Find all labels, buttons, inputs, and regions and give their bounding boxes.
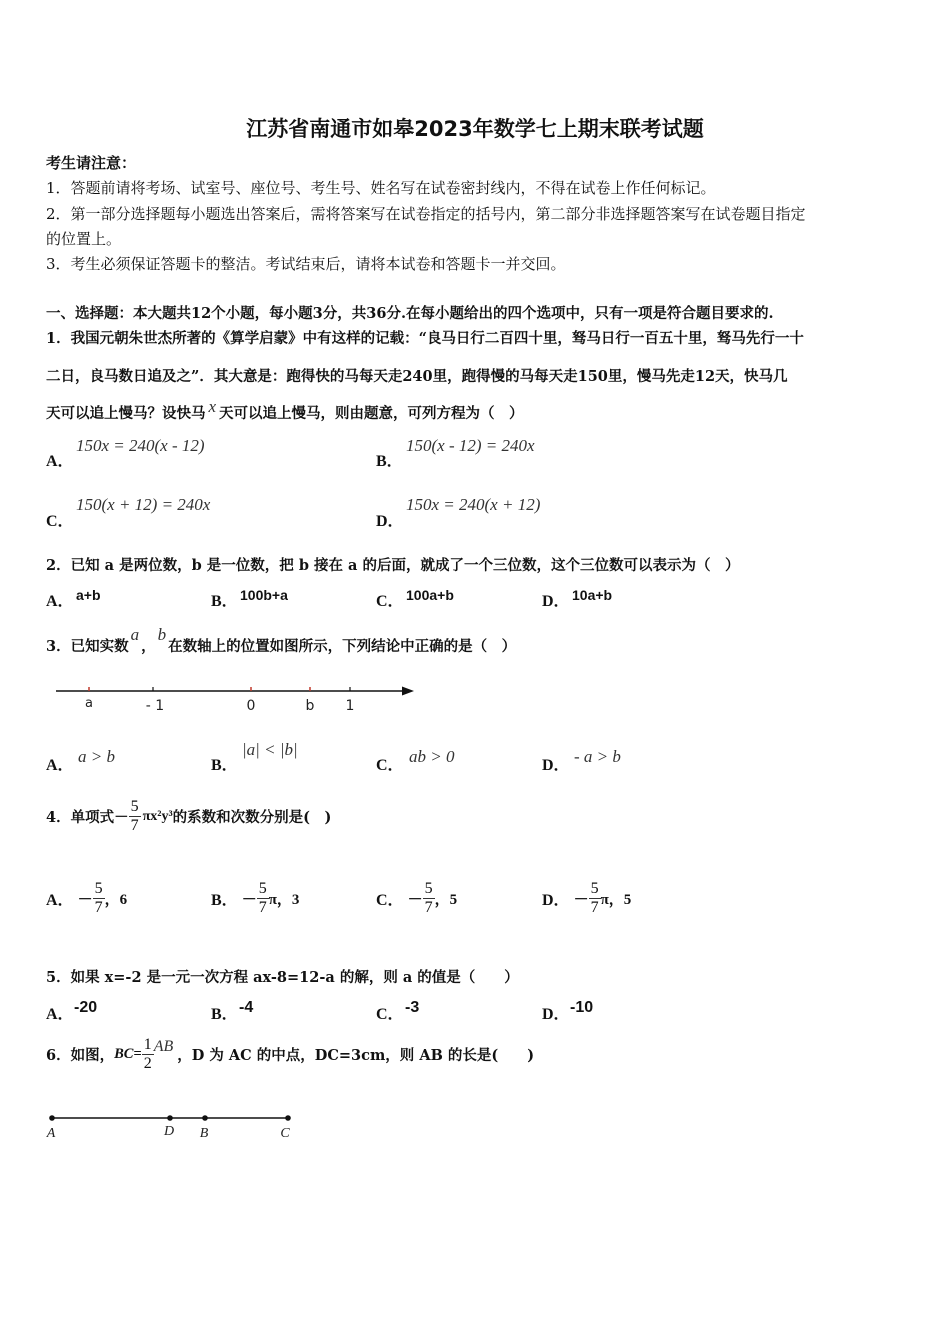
q1-option-d-letter: D． <box>376 513 404 530</box>
q6-ab: AB <box>153 1037 174 1055</box>
q4-option-b-rest: π，3 <box>268 892 300 908</box>
label-zero: 0 <box>246 698 256 714</box>
q4-fraction <box>129 798 141 835</box>
q3-suffix: 在数轴上的位置如图所示，下列结论中正确的是（ ） <box>168 638 517 655</box>
q4-option-a-sign: － <box>77 890 93 908</box>
q3-option-d[interactable]: - a > b <box>574 747 621 766</box>
q4-option-d-fraction <box>589 880 601 917</box>
notice-item-2: 2．第一部分选择题每小题选出答案后，需将答案写在试卷指定的括号内，第二部分非选择题答案写在试卷题目指定 <box>46 205 806 223</box>
q4-term: πx²y³ <box>142 808 173 824</box>
q4-option-c-letter: C． <box>376 892 404 909</box>
notice-item-1: 1．答题前请将考场、试室号、座位号、考生号、姓名写在试卷密封线内，不得在试卷上作任何标记。 <box>46 179 716 197</box>
q4-option-b-sign: － <box>241 890 257 908</box>
q4-prefix: 4．单项式－ <box>46 809 129 826</box>
q3-option-a[interactable]: a > b <box>78 747 115 766</box>
label-point-c: C <box>280 1126 290 1141</box>
q3-option-d-letter: D． <box>542 757 570 774</box>
q3-option-a-letter: A． <box>46 757 74 774</box>
q3-option-b-letter: B． <box>211 757 238 774</box>
q4-option-c-rest: ，5 <box>434 892 458 908</box>
point-d <box>167 1115 173 1121</box>
label-neg1: - 1 <box>145 698 165 714</box>
q2-option-c-letter: C． <box>376 593 404 610</box>
q1-line3-a: 天可以追上慢马？设快马 <box>46 405 206 422</box>
q4-text <box>46 798 331 835</box>
q4-option-c-row[interactable] <box>376 880 457 917</box>
q6-bc: BC= <box>114 1046 142 1062</box>
point-a <box>49 1115 55 1121</box>
label-b: b <box>305 698 315 714</box>
q4-option-b-letter: B． <box>211 892 238 909</box>
q5-text: 5．如果 x=-2 是一元一次方程 ax-8=12-a 的解，则 a 的值是（ ） <box>46 969 519 986</box>
q1-variable: x <box>208 397 217 416</box>
q2-option-b[interactable]: 100b+a <box>240 587 288 603</box>
q4-option-d-letter: D． <box>542 892 570 909</box>
q4-option-b-fraction <box>257 880 269 917</box>
q4-option-d-row[interactable] <box>542 880 631 917</box>
q1-line2: 二日，良马数日追及之”．其大意是：跑得快的马每天走240里，跑得慢的马每天走150里，慢马先走12天，快马几 <box>46 368 788 385</box>
q6-suffix: ，D 为 AC 的中点，DC=3cm，则 AB 的长是( ) <box>177 1047 535 1064</box>
q3-option-b[interactable]: |a| < |b| <box>242 740 298 759</box>
q1-line3-b: 天可以追上慢马，则由题意，可列方程为（ ） <box>219 405 524 422</box>
point-b <box>202 1115 208 1121</box>
q1-line1: 1．我国元朝朱世杰所著的《算学启蒙》中有这样的记载：“良马日行二百四十里，驽马日行一百五十里，驽马先行一十 <box>46 330 804 347</box>
q4-option-a-fraction <box>93 880 105 917</box>
q1-option-b[interactable]: 150(x - 12) = 240x <box>406 436 535 455</box>
q1-option-d[interactable]: 150x = 240(x + 12) <box>406 495 541 514</box>
q1-option-c-letter: C． <box>46 513 74 530</box>
q3-prefix: 3．已知实数 <box>46 638 129 655</box>
q2-option-d-letter: D． <box>542 593 570 610</box>
q1-option-a[interactable]: 150x = 240(x - 12) <box>76 436 205 455</box>
q4-numerator: 5 <box>130 798 139 815</box>
number-line <box>50 678 430 718</box>
q4-denominator: 7 <box>130 817 139 834</box>
q3-option-c-letter: C． <box>376 757 404 774</box>
q4-option-c-den: 7 <box>424 899 433 916</box>
page-title: 江苏省南通市如皋2023年数学七上期末联考试题 <box>246 117 704 141</box>
q2-option-b-letter: B． <box>211 593 238 610</box>
q4-option-b-row[interactable] <box>211 880 299 917</box>
q4-option-c-fraction <box>423 880 435 917</box>
number-line-arrow <box>402 687 414 696</box>
q1-option-c[interactable]: 150(x + 12) = 240x <box>76 495 211 514</box>
q6-fraction <box>142 1036 154 1073</box>
notice-heading: 考生请注意： <box>46 154 137 172</box>
q1-option-b-letter: B． <box>376 453 403 470</box>
q4-option-c-num: 5 <box>424 880 433 897</box>
q2-text: 2．已知 a 是两位数，b 是一位数，把 b 接在 a 的后面，就成了一个三位数，这个三位数可以表示为（ ） <box>46 557 740 574</box>
q6-prefix: 6．如图， <box>46 1047 115 1064</box>
q6-text <box>46 1036 534 1073</box>
q6-denominator: 2 <box>143 1055 152 1072</box>
q3-sep: ， <box>141 638 156 655</box>
label-one: 1 <box>345 698 355 714</box>
q4-option-d-sign: － <box>573 890 589 908</box>
q2-option-a[interactable]: a+b <box>76 587 101 603</box>
q2-option-d[interactable]: 10a+b <box>572 587 613 603</box>
q5-option-b[interactable]: -4 <box>239 999 254 1016</box>
q5-option-c-letter: C． <box>376 1006 404 1023</box>
label-point-a: A <box>46 1126 56 1141</box>
q3-option-c[interactable]: ab > 0 <box>409 747 455 766</box>
label-point-d: D <box>163 1124 175 1139</box>
q4-option-a-row[interactable] <box>46 880 127 917</box>
q3-text <box>46 625 517 656</box>
q3-var-b: b <box>157 625 167 644</box>
q5-option-d[interactable]: -10 <box>570 999 594 1016</box>
q5-option-a[interactable]: -20 <box>74 999 98 1016</box>
notice-item-2-cont: 的位置上。 <box>46 230 122 248</box>
label-point-b: B <box>199 1126 209 1141</box>
q4-option-d-den: 7 <box>590 899 599 916</box>
q5-option-b-letter: B． <box>211 1006 238 1023</box>
q5-option-a-letter: A． <box>46 1006 74 1023</box>
section-heading: 一、选择题：本大题共12个小题，每小题3分，共36分.在每小题给出的四个选项中，只有一项是符合题目要求的. <box>46 305 774 322</box>
q3-var-a: a <box>130 625 140 644</box>
label-a: a <box>85 696 93 711</box>
q4-option-c-sign: － <box>407 890 423 908</box>
q2-option-a-letter: A． <box>46 593 74 610</box>
q5-option-d-letter: D． <box>542 1006 570 1023</box>
q4-suffix: 的系数和次数分别是( ) <box>172 809 332 826</box>
segment-figure <box>44 1108 314 1144</box>
q4-option-a-num: 5 <box>94 880 103 897</box>
q4-option-b-num: 5 <box>258 880 267 897</box>
q4-option-d-rest: π，5 <box>600 892 632 908</box>
q5-option-c[interactable]: -3 <box>405 999 420 1016</box>
q4-option-a-letter: A． <box>46 892 74 909</box>
q6-numerator: 1 <box>143 1036 152 1053</box>
q4-option-a-rest: ，6 <box>104 892 128 908</box>
q4-option-d-num: 5 <box>590 880 599 897</box>
q1-option-a-letter: A． <box>46 453 74 470</box>
q4-option-b-den: 7 <box>258 899 267 916</box>
notice-item-3: 3．考生必须保证答题卡的整洁。考试结束后，请将本试卷和答题卡一并交回。 <box>46 255 566 273</box>
point-c <box>285 1115 291 1121</box>
q1-line3 <box>46 397 524 423</box>
q4-option-a-den: 7 <box>94 899 103 916</box>
q2-option-c[interactable]: 100a+b <box>406 587 454 603</box>
